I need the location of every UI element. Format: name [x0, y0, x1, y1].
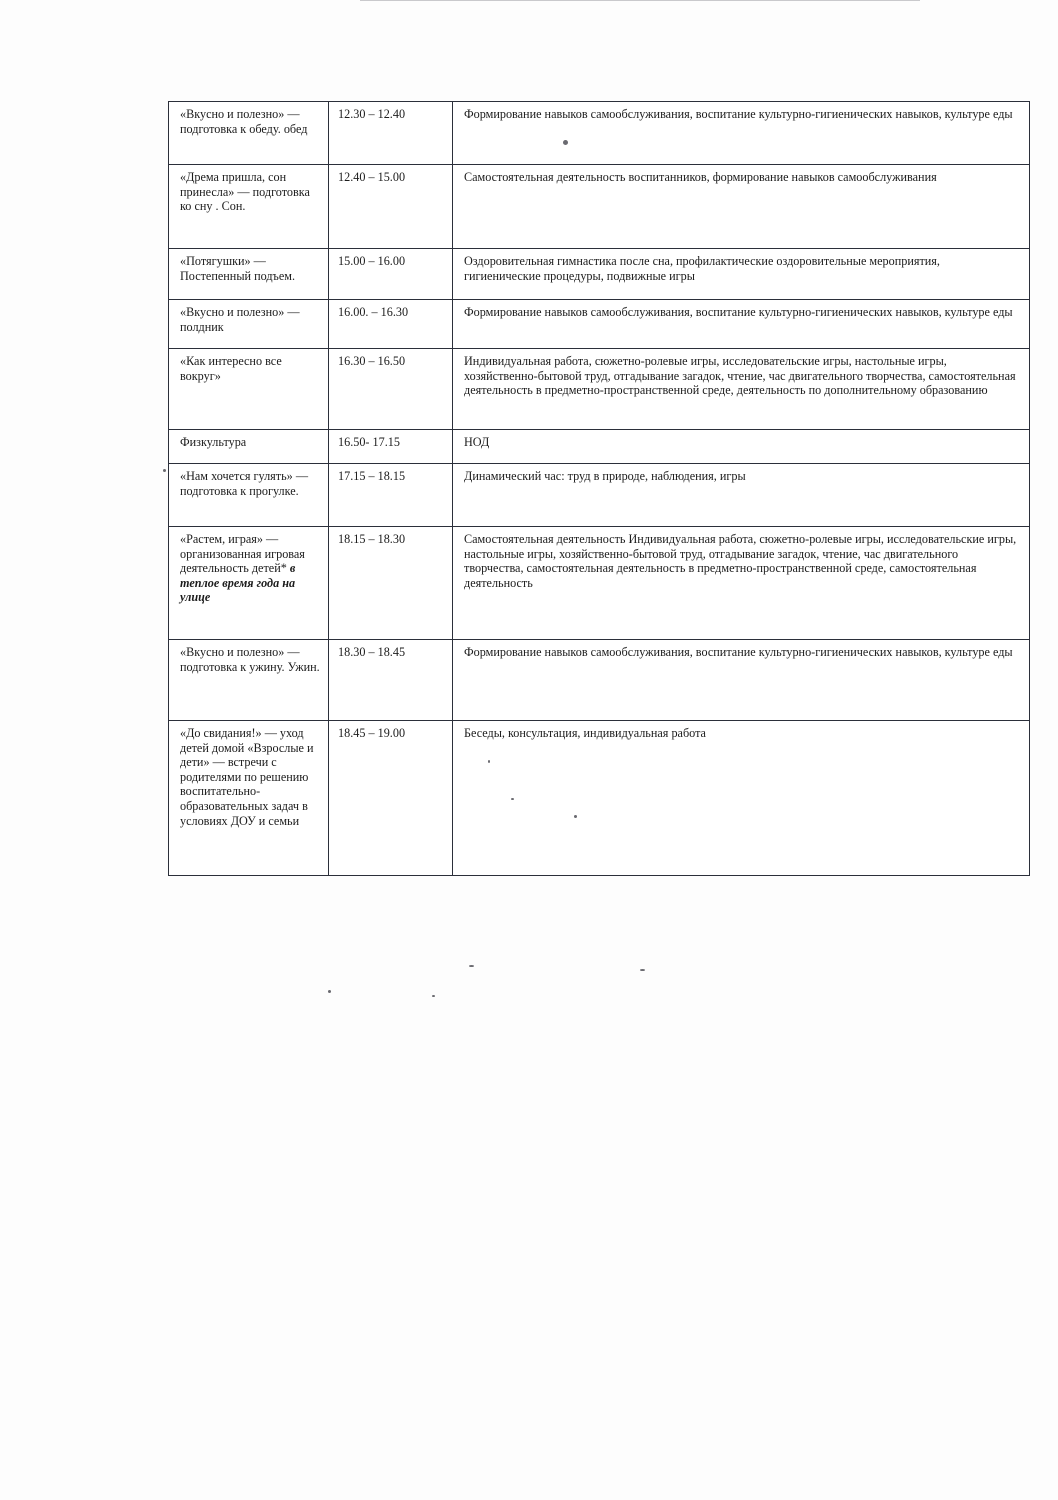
table-row: [169, 299, 1029, 348]
activity-name-cell: Физкультура: [169, 430, 329, 463]
time-cell: 16.50- 17.15: [329, 430, 453, 463]
scan-speck: [163, 469, 166, 472]
time-cell: 17.15 – 18.15: [329, 464, 453, 526]
activity-name-cell: «Нам хочется гулять» — подготовка к прогулке.: [169, 464, 329, 526]
description-cell: Оздоровительная гимнастика после сна, профилактические оздоровительные мероприятия, гигиенические процедуры, подвижные игры: [464, 254, 940, 283]
scan-speck: [640, 969, 645, 971]
table-row: [169, 429, 1029, 463]
daily-schedule-table: [168, 101, 1030, 876]
time-cell: 18.30 – 18.45: [329, 640, 453, 720]
description-cell: Самостоятельная деятельность воспитанников, формирование навыков самообслуживания: [464, 170, 937, 184]
scan-edge-line: [360, 0, 920, 1]
scan-speck: [574, 815, 577, 818]
scan-speck: [432, 995, 435, 997]
table-row: [169, 102, 1029, 164]
description-cell: Формирование навыков самообслуживания, воспитание культурно-гигиенических навыков, культуре еды: [464, 305, 1013, 319]
description-cell: Индивидуальная работа, сюжетно-ролевые игры, исследовательские игры, настольные игры, хозяйственно-бытовой труд, отгадывание загадок, чтение, час двигательного творчества, самостоятельная деятельность в предметно-пространственной среде, деятельность по дополнительному образованию: [464, 354, 1016, 398]
description-cell: НОД: [464, 435, 490, 449]
scan-speck: [328, 990, 331, 993]
activity-name-cell: «Вкусно и полезно» — подготовка к обеду. обед: [169, 102, 329, 164]
activity-name-cell: «Вкусно и полезно» — полдник: [169, 300, 329, 348]
description-cell: Формирование навыков самообслуживания, воспитание культурно-гигиенических навыков, культуре еды: [464, 645, 1013, 659]
activity-name-cell: «Потягушки» — Постепенный подъем.: [169, 249, 329, 299]
table-row: [169, 720, 1029, 875]
description-cell: Беседы, консультация, индивидуальная работа: [464, 726, 706, 740]
description-cell: Формирование навыков самообслуживания, воспитание культурно-гигиенических навыков, культуре еды: [464, 107, 1013, 121]
scan-speck: [563, 140, 568, 145]
time-cell: 16.00. – 16.30: [329, 300, 453, 348]
activity-name-cell: «Как интересно все вокруг»: [169, 349, 329, 429]
time-cell: 16.30 – 16.50: [329, 349, 453, 429]
scan-speck: [469, 965, 474, 967]
table-row: [169, 526, 1029, 639]
time-cell: 12.40 – 15.00: [329, 165, 453, 248]
activity-name-cell: [169, 527, 329, 639]
description-cell: Самостоятельная деятельность Индивидуальная работа, сюжетно-ролевые игры, исследовательские игры, настольные игры, хозяйственно-бытовой труд, отгадывание загадок, чтение, час двигательного творчества, самостоятельная деятельность в предметно-пространственной среде, самостоятельная деятельность: [464, 532, 1017, 590]
activity-name-cell: «До свидания!» — уход детей домой «Взрослые и дети» — встречи с родителями по решению воспитательно-образовательных задач в условиях ДОУ и семьи: [169, 721, 329, 875]
activity-name-text: «Растем, играя» — организованная игровая деятельность детей*: [180, 532, 305, 576]
activity-name-cell: «Вкусно и полезно» — подготовка к ужину. Ужин.: [169, 640, 329, 720]
time-cell: 18.15 – 18.30: [329, 527, 453, 639]
table-row: [169, 348, 1029, 429]
description-cell: Динамический час: труд в природе, наблюдения, игры: [464, 469, 746, 483]
table-row: [169, 164, 1029, 248]
table-row: [169, 248, 1029, 299]
scan-speck: [488, 760, 490, 763]
time-cell: 18.45 – 19.00: [329, 721, 453, 875]
time-cell: 15.00 – 16.00: [329, 249, 453, 299]
time-cell: 12.30 – 12.40: [329, 102, 453, 164]
table-row: [169, 463, 1029, 526]
scan-speck: [511, 798, 514, 800]
activity-name-note: в теплое время года на улице: [180, 561, 296, 605]
activity-name-cell: «Дрема пришла, сон принесла» — подготовка ко сну . Сон.: [169, 165, 329, 248]
table-row: [169, 639, 1029, 720]
